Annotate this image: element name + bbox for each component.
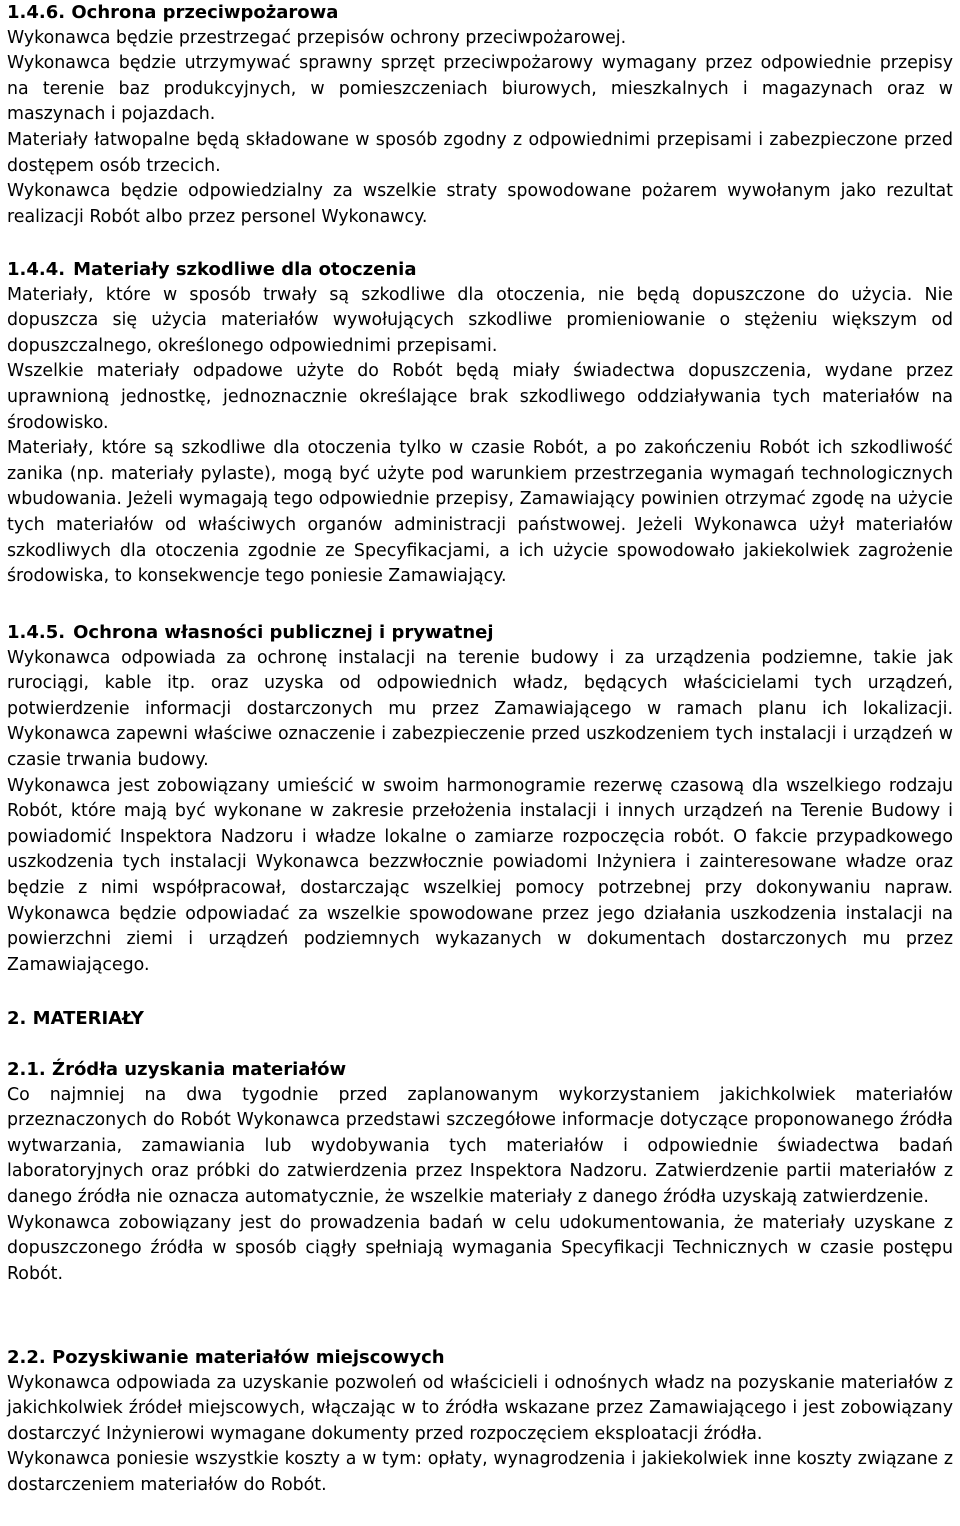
section-title: Ochrona własności publicznej i prywatnej <box>73 622 494 643</box>
section-number: 1.4.6. <box>7 2 66 23</box>
section-number: 1.4.5. <box>7 622 66 643</box>
paragraph: Materiały, które są szkodliwe dla otoczenia tylko w czasie Robót, a po zakończeniu Robót ich szkodliwość zanika (np. materiały pylaste), mogą być użyte pod warunkiem przestrzegania wymagań technologicznych wbudowania. Jeżeli wymagają tego odpowiednie przepisy, Zamawiający powinien otrzymać zgodę na użycie tych materiałów od właściwych organów administracji państwowej. Jeżeli Wykonawca użył materiałów szkodliwych dla otoczenia zgodnie ze Specyfikacjami, a ich użycie spowodowało jakiekolwiek zagrożenie środowiska, to konsekwencje tego poniesie Zamawiający. <box>7 438 953 587</box>
paragraph: Wykonawca będzie utrzymywać sprawny sprzęt przeciwpożarowy wymagany przez odpowiednie przepisy na terenie baz produkcyjnych, w pomieszczeniach biurowych, mieszkalnych i magazynach oraz w maszynach i pojazdach. <box>7 53 953 125</box>
section-title: Źródła uzyskania materiałów <box>52 1059 347 1080</box>
section-property-protection <box>7 620 953 978</box>
paragraph: Wszelkie materiały odpadowe użyte do Robót będą miały świadectwa dopuszczenia, wydane przez uprawnioną jednostkę, jednoznacznie określające brak szkodliwego oddziaływania tych materiałów na środowisko. <box>7 361 953 433</box>
paragraph: Wykonawca odpowiada za ochronę instalacji na terenie budowy i za urządzenia podziemne, takie jak rurociągi, kable itp. oraz uzyska od odpowiednich władz, będących właścicielami tych urządzeń, potwierdzenie informacji dostarczonych mu przez Zamawiającego w ramach planu ich lokalizacji. Wykonawca zapewni właściwe oznaczenie i zabezpieczenie przed uszkodzeniem tych instalacji i urządzeń w czasie trwania budowy. <box>7 647 953 770</box>
paragraph: Co najmniej na dwa tygodnie przed zaplanowanym wykorzystaniem jakichkolwiek materiałów przeznaczonych do Robót Wykonawca przedstawi szczegółowe informacje dotyczące proponowanego źródła wytwarzania, zamawiania lub wydobywania tych materiałów i odpowiednie świadectwa badań laboratoryjnych oraz próbki do zatwierdzenia przez Inspektora Nadzoru. Zatwierdzenie partii materiałów z danego źródła nie oznacza automatycznie, że wszelkie materiały z danego źródła uzyskają zatwierdzenie. <box>7 1084 953 1207</box>
section-materials <box>7 1006 953 1032</box>
section-number: 2.1. <box>7 1059 46 1080</box>
paragraph: Wykonawca zobowiązany jest do prowadzenia badań w celu udokumentowania, że materiały uzyskane z dopuszczonego źródła w sposób ciągły spełniają wymagania Specyfikacji Technicznych w czasie postępu Robót. <box>7 1212 953 1284</box>
paragraph: Wykonawca jest zobowiązany umieścić w swoim harmonogramie rezerwę czasową dla wszelkiego rodzaju Robót, które mają być wykonane w zakresie przełożenia instalacji i innych urządzeń na Terenie Budowy i powiadomić Inspektora Nadzoru i władze lokalne o zamiarze rozpoczęcia robót. O fakcie przypadkowego uszkodzenia tych instalacji Wykonawca bezzwłocznie powiadomi Inżyniera i zainteresowane władze oraz będzie z nimi współpracował, dostarczając wszelkiej pomocy potrzebnej przy dokonywaniu napraw. Wykonawca będzie odpowiadać za wszelkie spowodowane przez jego działania uszkodzenia instalacji na powierzchni ziemi i urządzeń podziemnych wykazanych w dokumentach dostarczonych mu przez Zamawiającego. <box>7 775 953 975</box>
section-heading <box>7 1006 953 1032</box>
paragraph: Wykonawca będzie przestrzegać przepisów ochrony przeciwpożarowej. <box>7 27 627 48</box>
section-title: Pozyskiwanie materiałów miejscowych <box>52 1347 445 1368</box>
section-heading <box>7 620 953 646</box>
section-title: Materiały szkodliwe dla otoczenia <box>73 259 417 280</box>
section-heading <box>7 257 953 283</box>
paragraph: Wykonawca będzie odpowiedzialny za wszelkie straty spowodowane pożarem wywołanym jako rezultat realizacji Robót albo przez personel Wykonawcy. <box>7 181 953 227</box>
section-heading <box>7 0 953 26</box>
paragraph: Materiały, które w sposób trwały są szkodliwe dla otoczenia, nie będą dopuszczone do użycia. Nie dopuszcza się użycia materiałów wywołujących szkodliwe promieniowanie o stężeniu większym od dopuszczalnego, określonego odpowiednimi przepisami. <box>7 284 953 356</box>
section-title: Ochrona przeciwpożarowa <box>71 2 339 23</box>
section-title: MATERIAŁY <box>32 1008 144 1029</box>
section-harmful-materials <box>7 257 953 590</box>
section-number: 2. <box>7 1008 27 1029</box>
paragraph: Materiały łatwopalne będą składowane w sposób zgodny z odpowiednimi przepisami i zabezpieczone przed dostępem osób trzecich. <box>7 129 953 176</box>
section-fire-protection <box>7 0 953 230</box>
section-local-materials <box>7 1345 953 1499</box>
section-number: 2.2. <box>7 1347 46 1368</box>
section-number: 1.4.4. <box>7 259 66 280</box>
section-heading <box>7 1345 953 1371</box>
section-material-sources <box>7 1057 953 1287</box>
paragraph: Wykonawca poniesie wszystkie koszty a w tym: opłaty, wynagrodzenia i jakiekolwiek inne koszty związane z dostarczeniem materiałów do Robót. <box>7 1449 953 1495</box>
paragraph: Wykonawca odpowiada za uzyskanie pozwoleń od właścicieli i odnośnych władz na pozyskanie materiałów z jakichkolwiek źródeł miejscowych, włączając w to źródła wskazane przez Zamawiającego i jest zobowiązany dostarczyć Inżynierowi wymagane dokumenty przed rozpoczęciem eksploatacji źródła. <box>7 1372 953 1444</box>
section-heading <box>7 1057 953 1083</box>
